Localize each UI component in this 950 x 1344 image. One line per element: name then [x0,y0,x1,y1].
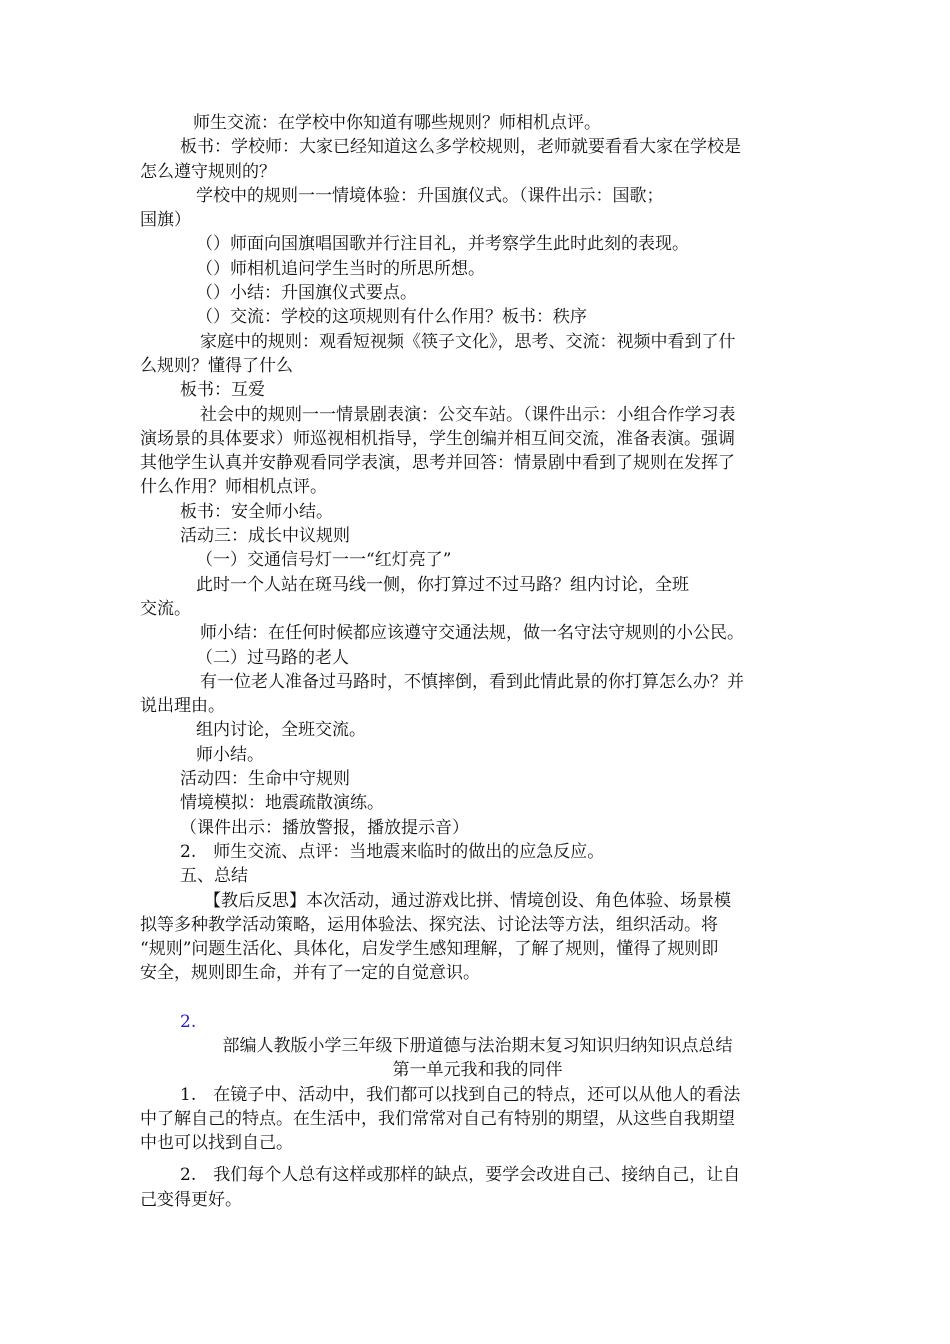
paragraph: 说出理由。 [140,696,225,717]
paragraph: 学校中的规则一一情境体验：升国旗仪式。（课件出示：国歌； [196,185,664,206]
paragraph: 家庭中的规则：观看短视频《筷子文化》，思考、交流：视频中看到了什 [200,331,736,352]
paragraph: 活动四：生命中守规则 [180,769,350,790]
spacer [140,986,815,1010]
section-number: 2. [180,1011,197,1032]
paragraph: 有一位老人准备过马路时，不慎摔倒，看到此情此景的你打算怎么办？并 [200,671,744,692]
paragraph: 安全，规则即生命，并有了一定的自觉意识。 [140,963,480,984]
paragraph: 师小结。 [196,744,264,765]
numbered-item: 1. 在镜子中、活动中，我们都可以找到自己的特点，还可以从他人的看法 [180,1084,741,1105]
paragraph: （）小结：升国旗仪式要点。 [196,283,417,304]
paragraph: “规则”问题生活化、具体化，启发学生感知理解，了解了规则，懂得了规则即 [140,939,719,960]
document-title: 部编人教版小学三年级下册道德与法治期末复习知识归纳知识点总结 [222,1035,733,1056]
paragraph: 中也可以找到自己。 [140,1133,293,1154]
numbered-item: 2. 师生交流、点评：当地震来临时的做出的应急反应。 [180,841,605,862]
paragraph: 板书：学校师：大家已经知道这么多学校规则，老师就要看看大家在学校是 [180,137,741,158]
paragraph: （）交流：学校的这项规则有什么作用？板书：秩序 [196,307,587,328]
paragraph: （）师面向国旗唱国歌并行注目礼，并考察学生此时此刻的表现。 [196,234,689,255]
paragraph: 么规则？懂得了什么 [140,355,293,376]
paragraph: 社会中的规则一一情景剧表演：公交车站。（课件出示：小组合作学习表 [200,404,736,425]
paragraph: 此时一个人站在斑马线一侧，你打算过不过马路？组内讨论，全班 [196,574,689,595]
paragraph: 怎么遵守规则的？ [140,161,276,182]
paragraph: 什么作用？师相机点评。 [140,477,327,498]
paragraph: 交流。 [140,598,191,619]
paragraph: 师小结：在任何时候都应该遵守交通法规，做一名守法守规则的小公民。 [200,623,744,644]
paragraph: 情境模拟：地震疏散演练。 [180,793,384,814]
numbered-item: 2. 我们每个人总有这样或那样的缺点，要学会改进自己、接纳自己，让自 [180,1165,741,1186]
paragraph: （一）交通信号灯一一“红灯亮了” [196,550,452,571]
paragraph: 演场景的具体要求）师巡视相机指导，学生创编并相互间交流，准备表演。强调 [140,428,735,449]
paragraph: 国旗） [140,210,191,231]
paragraph: 组内讨论，全班交流。 [196,720,366,741]
paragraph: （）师相机追问学生当时的所思所想。 [196,258,485,279]
document-body [140,111,815,1212]
paragraph: 中了解自己的特点。在生活中，我们常常对自己有特别的期望，从这些自我期望 [140,1108,735,1129]
paragraph: 板书：安全师小结。 [180,501,333,522]
paragraph: （二）过马路的老人 [196,647,349,668]
paragraph: 板书：互爱 [180,380,265,401]
paragraph: 活动三：成长中议规则 [180,526,350,547]
paragraph: 其他学生认真并安静观看同学表演，思考并回答：情景剧中看到了规则在发挥了 [140,453,735,474]
paragraph: 师生交流：在学校中你知道有哪些规则？师相机点评。 [193,113,601,133]
spacer [140,1155,815,1163]
paragraph: 拟等多种教学活动策略，运用体验法、探究法、讨论法等方法，组织活动。将 [140,914,718,935]
paragraph: 【教后反思】本次活动，通过游戏比拼、情境创设、角色体验、场景模 [204,890,731,911]
section-heading: 五、总结 [180,866,248,887]
unit-title: 第一单元我和我的同伴 [392,1060,563,1081]
paragraph: 己变得更好。 [140,1189,242,1210]
paragraph: （课件出示：播放警报，播放提示音） [180,817,469,838]
